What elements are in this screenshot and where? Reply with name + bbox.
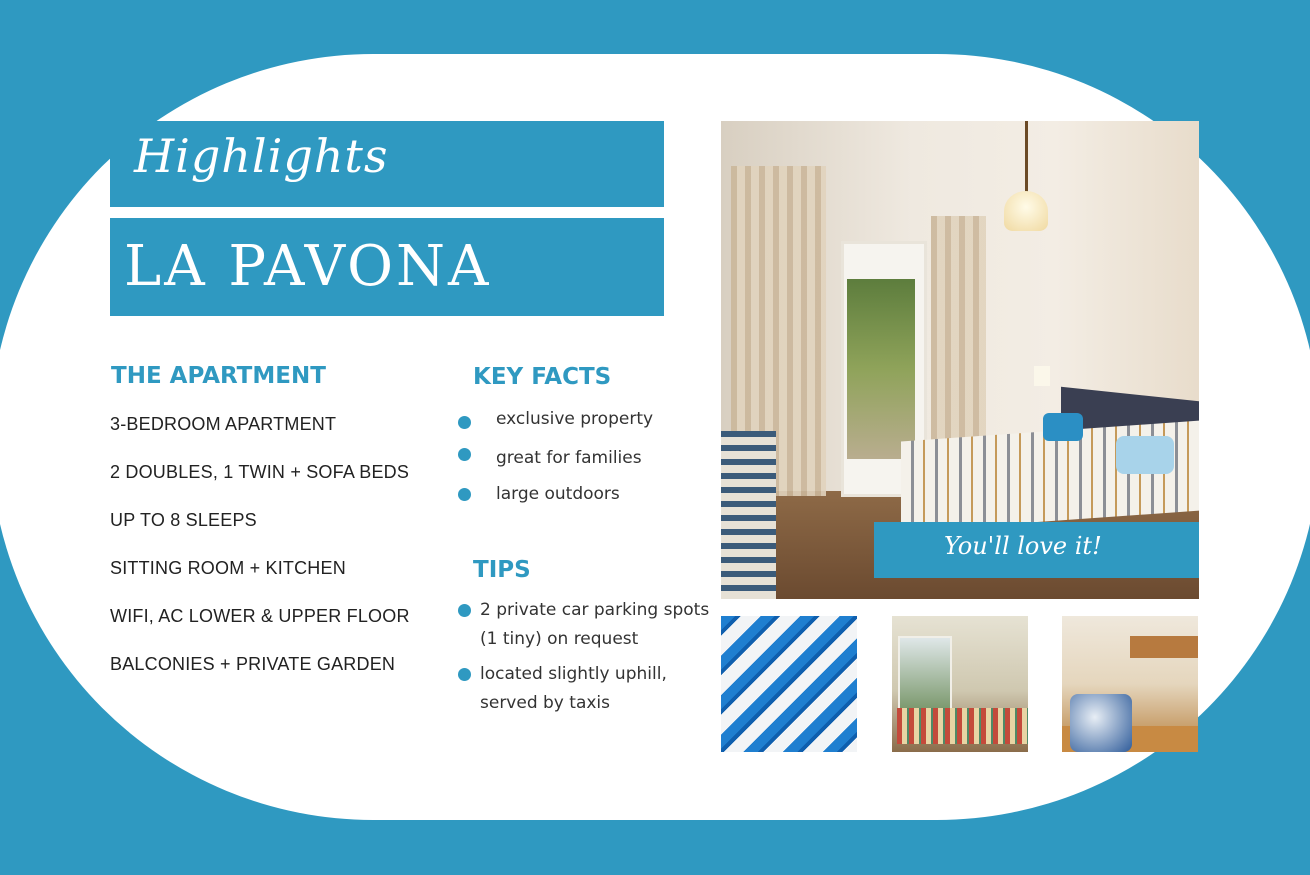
apartment-item: 2 DOUBLES, 1 TWIN + SOFA BEDS: [110, 462, 410, 482]
kitchen-photo: [1062, 616, 1198, 752]
bullet-icon: [458, 488, 471, 501]
apartment-item: 3-BEDROOM APARTMENT: [110, 414, 337, 434]
apartment-item: UP TO 8 SLEEPS: [110, 510, 257, 530]
bullet-icon: [458, 448, 471, 461]
apartment-item: WIFI, AC LOWER & UPPER FLOOR: [110, 606, 410, 626]
key-fact-label: great for families: [496, 448, 642, 468]
tip-label: 2 private car parking spots (1 tiny) on request: [480, 600, 710, 649]
tips-title: TIPS: [473, 557, 531, 583]
key-fact-label: large outdoors: [496, 484, 620, 504]
apartment-item: SITTING ROOM + KITCHEN: [110, 558, 346, 578]
property-name-banner: [110, 218, 664, 316]
staircase-photo: [721, 616, 857, 752]
twin-bedroom-photo: [892, 616, 1028, 752]
property-name: LA PAVONA: [124, 234, 492, 299]
highlights-label: Highlights: [134, 129, 389, 183]
bullet-icon: [458, 416, 471, 429]
tip-label: located slightly uphill, served by taxis: [480, 664, 667, 713]
key-facts-title: KEY FACTS: [473, 364, 612, 390]
caption-banner: [874, 522, 1199, 578]
key-fact-label: exclusive property: [496, 409, 654, 429]
bullet-icon: [458, 604, 471, 617]
highlights-banner: [110, 121, 664, 207]
photo-caption: You'll love it!: [944, 532, 1102, 560]
bullet-icon: [458, 668, 471, 681]
apartment-title: THE APARTMENT: [111, 363, 326, 389]
apartment-item: BALCONIES + PRIVATE GARDEN: [110, 654, 396, 674]
